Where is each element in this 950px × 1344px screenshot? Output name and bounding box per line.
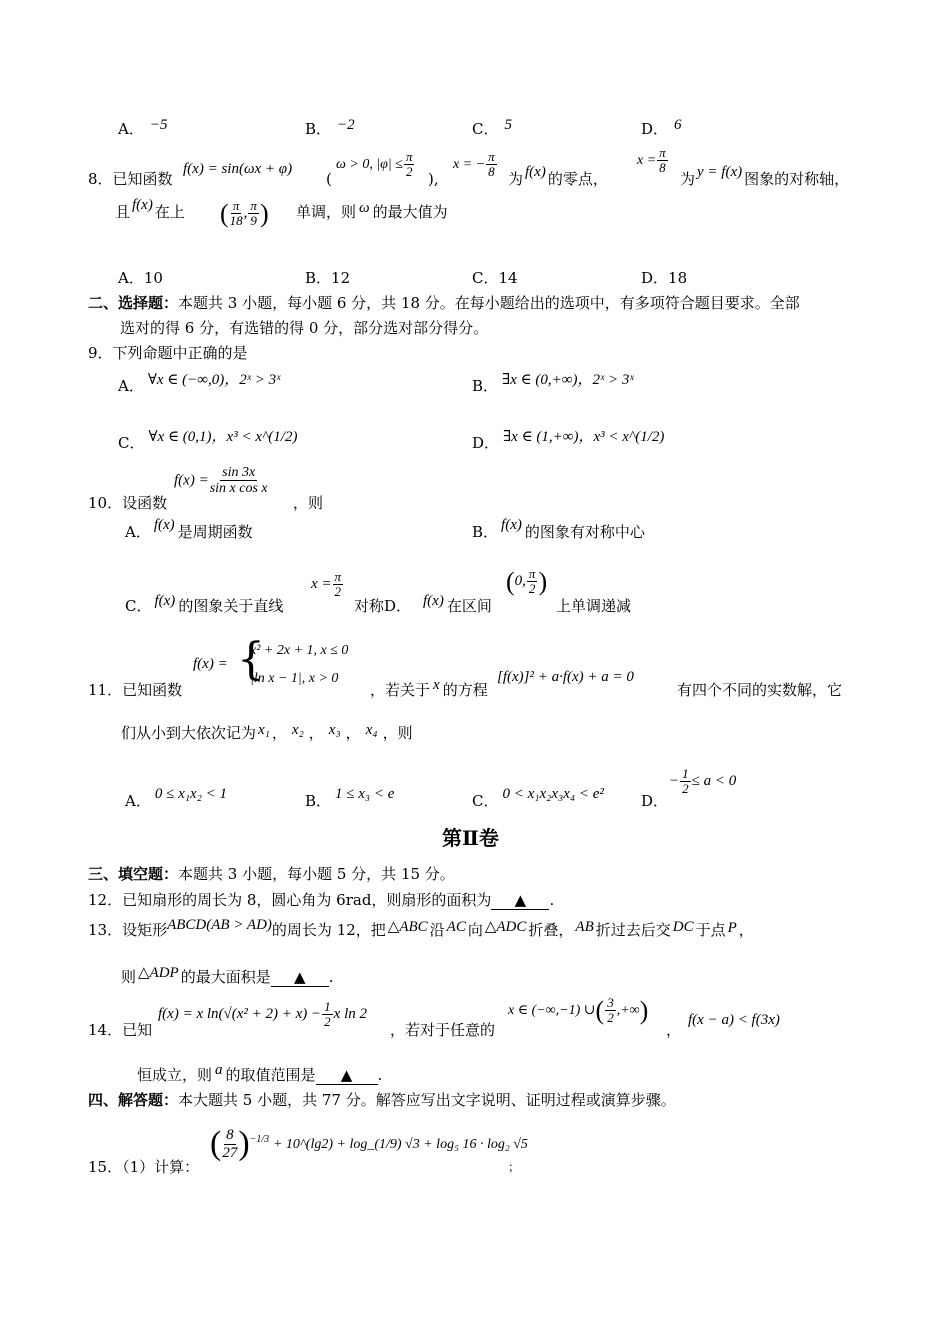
q11-brace: { [237, 634, 265, 685]
q12: 12．已知扇形的周长为 8，圆心角为 6rad，则扇形的面积为 ▲ . [88, 891, 555, 909]
q8-axis-text: 为 y = f(x) 图象的对称轴， [680, 164, 850, 188]
q8-paren-open: ( [326, 170, 332, 188]
q8-number: 8．已知函数 [88, 170, 173, 188]
q10-option-d: f(x) 在区间 [423, 593, 492, 615]
q14-comma: ， [666, 1021, 682, 1039]
q10-stem-tail: ，则 [293, 494, 324, 512]
q10-option-c: C． f(x) 的图象关于直线 [125, 593, 284, 615]
q9-option-a: A． ∀x ∈ (−∞,0)，2ˣ > 3ˣ [118, 372, 281, 395]
q11-case2: |ln x − 1|, x > 0 [250, 671, 339, 686]
q10-option-a: A． f(x) 是周期函数 [125, 517, 253, 541]
q8-option-a: A．10 [118, 269, 163, 287]
q11-stem: 11．已知函数 [88, 681, 183, 699]
q11-equation: [f(x)]² + a·f(x) + a = 0 [497, 669, 634, 685]
q9-option-d: D． ∃x ∈ (1,+∞)，x³ < x^(1/2) [472, 429, 665, 452]
q8-option-d: D．18 [641, 269, 688, 287]
q11-case1: x² + 2x + 1, x ≤ 0 [250, 643, 349, 658]
q10-option-b: B． f(x) 的图象有对称中心 [472, 517, 645, 541]
q8-line2: 且 f(x) 在上 [115, 197, 185, 221]
q8-option-b: B．12 [305, 269, 351, 287]
q7-option-d: D． 6 [641, 117, 682, 138]
q9-option-b: B． ∃x ∈ (0,+∞)，2ˣ > 3ˣ [472, 372, 634, 395]
q10-function: f(x) = $\frac{\sin 3x}{\text{sin x cos x}}$ [174, 465, 268, 497]
section3-header: 三、填空题：本题共 3 小题，每小题 5 分，共 15 分。 [88, 865, 455, 883]
part2-title: 第Ⅱ卷 [442, 826, 499, 850]
q15-stem: 15．（1）计算： [88, 1158, 200, 1176]
section4-header: 四、解答题：本大题共 5 小题，共 77 分。解答应写出文字说明、证明过程或演算步骤。 [88, 1091, 676, 1109]
q8-interval: ( $\frac{\pi}{18}$ , $\frac{\pi}{9}$ ) [220, 197, 269, 229]
q14-mid: ，若对于任意的 [390, 1021, 496, 1039]
q10-c-line: x = $\frac{\pi}{2}$ [311, 569, 342, 600]
q8-condition: ω > 0, |φ| ≤ $\frac{\pi}{2}$ [336, 149, 413, 180]
q14-line2: 恒成立，则 a 的取值范围是 ▲ . [137, 1062, 383, 1084]
q14-stem: 14．已知 [88, 1021, 153, 1039]
q11-option-d-math: − $\frac{1}{2}$ ≤ a < 0 [669, 766, 737, 797]
q8-option-c: C．14 [472, 269, 518, 287]
q9-stem: 9．下列命题中正确的是 [88, 344, 248, 362]
q8-zero-x: x = − $\frac{\pi}{8}$ [453, 149, 495, 180]
q11-option-c: C． 0 < x₁x₂x₃x₄ < e² [472, 786, 604, 810]
q7-option-c: C． 5 [472, 117, 512, 138]
q11-line2: 们从小到大依次记为 x₁ ， x₂ ， x₃ ， x₄ ，则 [121, 722, 413, 742]
q8-line2-tail: 单调，则 ω 的最大值为 [296, 200, 448, 221]
q7-option-a: A． −5 [118, 117, 168, 138]
q14-function: f(x) = x ln(√(x² + 2) + x) − $\frac{1}{2}$ x ln 2 [158, 999, 367, 1030]
q10-d-tail: 上单调递减 [556, 597, 632, 615]
q8-paren-close: ), [428, 170, 439, 188]
q14-inequality: f(x − a) < f(3x) [688, 1012, 780, 1028]
q11-option-b: B． 1 ≤ x₃ < e [305, 786, 395, 810]
q10-c-tail: 对称D． [354, 597, 412, 615]
q13: 13．设矩形ABCD(AB > AD)的周长为 12，把 △ABC 沿 AC 向 △ADC 折叠， AB 折过去后交 DC 于点 P ， [88, 917, 754, 939]
q11-option-a: A． 0 ≤ x₁x₂ < 1 [125, 786, 227, 810]
section2-header: 二、选择题：本题共 3 小题，每小题 6 分，共 18 分。在每小题给出的选项中，有多项符合题目要求。全部 [88, 294, 800, 312]
q8-function: f(x) = sin(ωx + φ) [183, 161, 293, 177]
q11-mid: ，若关于 x 的方程 [370, 677, 488, 699]
q7-option-b: B． −2 [305, 117, 355, 138]
q11-option-d: D． [641, 792, 669, 810]
q10-d-interval: (0, $\frac{\pi}{2}$ ) [506, 565, 548, 597]
q13-line2: 则 △ADP 的最大面积是 ▲ . [121, 965, 334, 986]
q8-axis-x: x = $\frac{\pi}{8}$ [637, 145, 666, 176]
q11-tail: 有四个不同的实数解，它 [677, 681, 843, 699]
section2-header-line2: 选对的得 6 分，有选错的得 0 分，部分选对部分得分。 [120, 319, 489, 337]
q15-expression: ( $\frac{8}{27}$ )$^{-1/3}$ + 10^(lg2) + log_(1/9) √3 + log₅ 16 · log₂ √5 [210, 1125, 528, 1162]
q15-end: ； [508, 1160, 521, 1174]
q10-stem: 10．设函数 [88, 494, 168, 512]
q9-option-c: C． ∀x ∈ (0,1)，x³ < x^(1/2) [118, 429, 298, 452]
q8-zero-text: 为 f(x) 的零点， [508, 164, 608, 188]
q14-domain: x ∈ (−∞,−1) ∪( $\frac{3}{2}$ ,+∞) [508, 994, 649, 1026]
q11-function-f: f(x) = [193, 656, 228, 672]
